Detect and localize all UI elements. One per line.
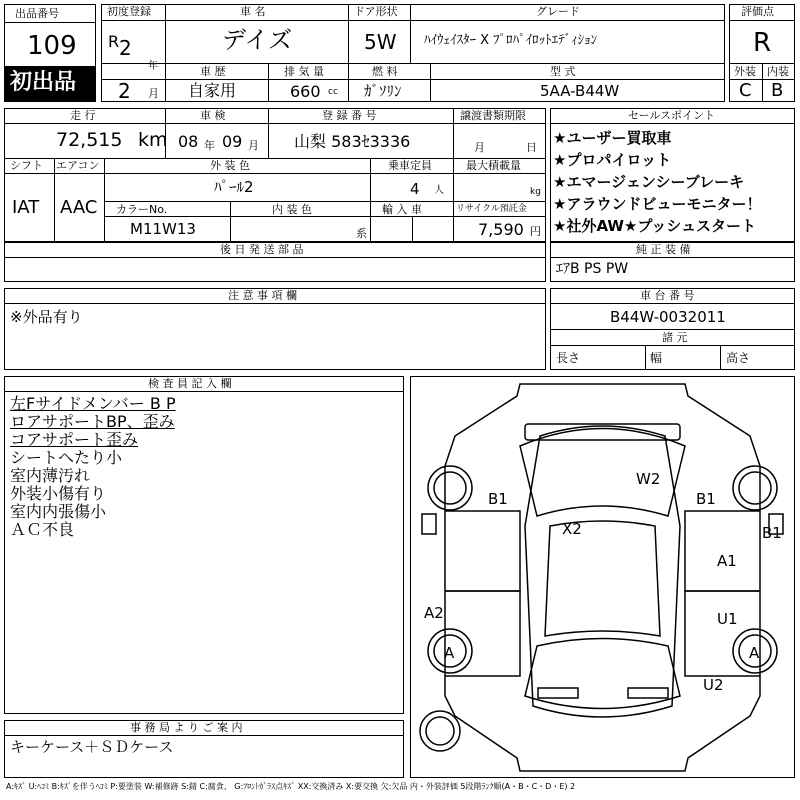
- insp-month-unit: 月: [248, 139, 259, 152]
- month-num: 2: [118, 79, 131, 103]
- equipment: ｴｱB PS PW: [556, 261, 629, 277]
- month-unit: 月: [148, 87, 159, 100]
- recycle-unit: 円: [530, 225, 541, 238]
- inspector-label: 検 査 員 記 入 欄: [148, 377, 232, 390]
- recycle-label: リサイクル預託金: [456, 204, 527, 214]
- fuel-label: 燃 料: [372, 65, 398, 78]
- color-no-label: カラーNo.: [116, 203, 168, 216]
- rear-bumper-slot-right: [628, 688, 668, 698]
- displacement-unit: cc: [328, 87, 338, 97]
- mileage-unit: km: [138, 129, 168, 151]
- plate: 山梨 583ｾ3336: [294, 132, 411, 151]
- plate-label: 登 録 番 号: [322, 109, 377, 122]
- color-label: 外 装 色: [210, 159, 250, 172]
- score: R: [753, 28, 772, 58]
- mark-a1: A1: [717, 552, 737, 570]
- mileage-label: 走 行: [70, 109, 96, 122]
- shift: IAT: [12, 197, 40, 218]
- ac: AAC: [60, 197, 98, 218]
- chassis-label: 車 台 番 号: [640, 289, 695, 302]
- inspector-line-5: 室内薄汚れ: [10, 466, 91, 485]
- car-name-label: 車 名: [240, 5, 266, 18]
- capacity-unit: 人: [434, 185, 444, 196]
- legend: A:ｷｽﾞ U:ﾍｺﾐ B:ｷｽﾞを伴うﾍｺﾐ P:要塗装 W:補修跡 S:錆 C:腐食、 G:ﾌﾛﾝﾄｶﾞﾗｽ点ｷｽﾞ XX:交換済み X:要交換 欠:欠品 内・外装評価 5段階ﾗﾝｸ順(A・B・C・D・E) 2: [6, 782, 576, 791]
- roof-panel: [545, 521, 660, 636]
- inspector-line-8: ＡＣ不良: [10, 520, 75, 539]
- right-door-rear: [685, 591, 760, 676]
- office-label: 事 務 局 よ り ご 案 内: [130, 721, 243, 734]
- model: 5AA-B44W: [540, 82, 620, 100]
- spare-wheel-inner: [426, 717, 454, 745]
- mirror-left: [422, 514, 436, 534]
- left-door-rear: [445, 591, 520, 676]
- car-diagram: [410, 376, 795, 778]
- mark-u2: U2: [703, 676, 724, 694]
- car-name: デイズ: [222, 26, 293, 54]
- shift-label: シフト: [10, 159, 43, 172]
- inspector-line-3: コアサポート歪み: [10, 430, 139, 449]
- notes: ※外品有り: [10, 308, 83, 326]
- inspector-line-6: 外装小傷有り: [10, 484, 107, 503]
- mark-a-left: A: [444, 644, 455, 662]
- mark-a2: A2: [424, 604, 444, 622]
- first-listing-text: 初出品: [10, 70, 77, 95]
- mark-b1-left: B1: [488, 490, 508, 508]
- mark-x2: X2: [562, 520, 582, 538]
- sales-point-2: ★プロパイロット: [553, 151, 672, 169]
- history: 自家用: [188, 81, 237, 100]
- inspector-line-4: シートへたり小: [10, 448, 123, 467]
- ac-label: エアコン: [56, 159, 100, 172]
- transfer-month: 月: [474, 141, 485, 154]
- first-reg-label: 初度登録: [107, 5, 151, 18]
- interior-grade: B: [771, 80, 784, 101]
- mark-b1-right: B1: [696, 490, 716, 508]
- wheel-front-right-inner: [739, 472, 771, 504]
- insp-year: 08: [178, 132, 199, 151]
- sales-point-4: ★アラウンドビューモニター！: [553, 195, 762, 213]
- load-unit: kg: [530, 187, 541, 197]
- first-listing-badge: [5, 66, 95, 101]
- mark-a-right: A: [749, 644, 760, 662]
- sales-point-5: ★社外AW★プッシュスタート: [553, 217, 757, 235]
- left-door-front: [445, 511, 520, 591]
- displacement-label: 排 気 量: [284, 65, 324, 78]
- width-label: 幅: [650, 351, 663, 365]
- insp-year-unit: 年: [204, 139, 215, 152]
- transfer-day: 日: [526, 141, 537, 154]
- mileage: 72,515: [56, 129, 123, 151]
- sales-point-1: ★ユーザー買取車: [553, 129, 672, 147]
- mark-w2: W2: [636, 470, 661, 488]
- inspector-line-1: 左Fサイドメンバー B P: [10, 394, 176, 413]
- color-no: M11W13: [130, 220, 196, 238]
- interior-color-unit: 系: [356, 227, 367, 240]
- rear-bumper-slot-left: [538, 688, 578, 698]
- grade: ﾊｲｳｪｲｽﾀｰ X ﾌﾟﾛﾊﾟｲﾛｯﾄｴﾃﾞｨｼｮﾝ: [424, 33, 598, 48]
- door: 5W: [364, 30, 397, 54]
- displacement: 660: [290, 82, 321, 101]
- dims-label: 諸 元: [662, 331, 688, 344]
- color: ﾊﾟｰﾙ2: [214, 178, 254, 196]
- right-door-front: [685, 511, 760, 591]
- era: R: [108, 32, 120, 51]
- body-outline: [445, 384, 760, 771]
- height-label: 高さ: [726, 351, 751, 365]
- history-label: 車 歴: [200, 65, 226, 78]
- insp-month: 09: [222, 132, 243, 151]
- transfer-label: 譲渡書類期限: [460, 109, 526, 122]
- lot-number: 109: [27, 31, 77, 61]
- equipment-label: 純 正 装 備: [636, 243, 691, 256]
- recycle: 7,590: [478, 220, 524, 239]
- office-note: キーケース＋ＳＤケース: [10, 738, 174, 756]
- model-label: 型 式: [550, 65, 576, 78]
- score-label: 評価点: [741, 5, 774, 18]
- mark-u1: U1: [717, 610, 738, 628]
- import-label: 輸 入 車: [382, 203, 422, 216]
- later-parts-label: 後 日 発 送 部 品: [220, 243, 304, 256]
- capacity: 4: [410, 180, 420, 198]
- year-unit: 年: [148, 61, 158, 72]
- exterior-grade: C: [739, 80, 752, 101]
- interior-label: 内装: [767, 65, 789, 78]
- lot-number-label: 出品番号: [15, 7, 59, 20]
- sales-points-label: セールスポイント: [628, 109, 716, 122]
- capacity-label: 乗車定員: [388, 159, 432, 172]
- length-label: 長さ: [556, 351, 581, 365]
- load-label: 最大積載量: [466, 159, 521, 172]
- chassis-number: B44W-0032011: [610, 308, 726, 326]
- sales-point-3: ★エマージェンシーブレーキ: [553, 173, 745, 191]
- inspection-label: 車 検: [200, 109, 226, 122]
- wheel-front-left-inner: [434, 472, 466, 504]
- grade-label: グレード: [536, 5, 580, 18]
- inspector-line-7: 室内内張傷小: [10, 502, 107, 521]
- interior-color-label: 内 装 色: [272, 203, 312, 216]
- mark-b1-far-right: B1: [762, 524, 782, 542]
- inspector-line-2: ロアサポートBP、歪み: [10, 412, 175, 431]
- door-label: ドア形状: [354, 5, 398, 18]
- notes-label: 注 意 事 項 欄: [228, 289, 297, 302]
- year-num: 2: [119, 36, 132, 60]
- exterior-label: 外装: [734, 65, 756, 78]
- fuel: ｶﾞｿﾘﾝ: [364, 82, 402, 100]
